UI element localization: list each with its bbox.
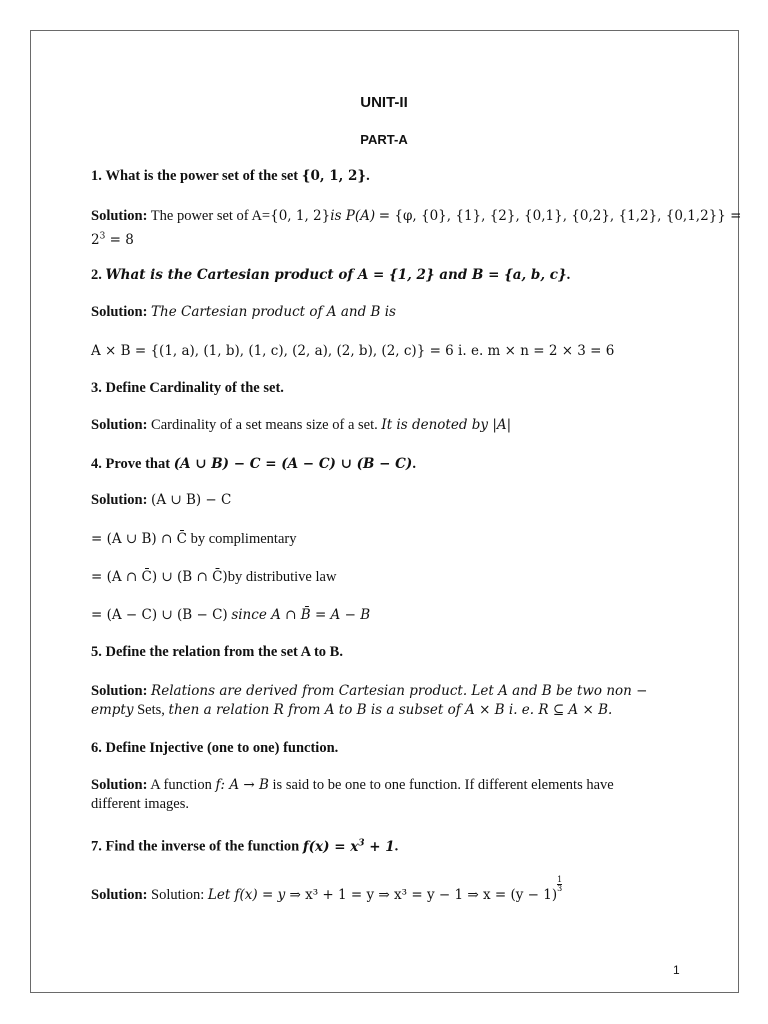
question-text: Find the inverse of the function bbox=[105, 838, 300, 855]
question-1 bbox=[91, 167, 370, 185]
question-text: Define Injective (one to one) function. bbox=[105, 740, 339, 756]
solution-math: is P(A) bbox=[330, 208, 376, 224]
solution-2-line-1 bbox=[91, 303, 396, 321]
step-text: since A ∩ B̄ = A − B bbox=[231, 607, 371, 623]
solution-label: Solution: bbox=[91, 417, 148, 433]
solution-label: Solution: bbox=[91, 777, 148, 793]
solution-1-line-2 bbox=[91, 227, 134, 249]
solution-text: The Cartesian product of A and B is bbox=[151, 304, 396, 320]
solution-text: different images. bbox=[91, 796, 189, 812]
question-text: Prove that bbox=[105, 456, 171, 472]
solution-text: is said to be one to one function. If different elements have bbox=[272, 777, 614, 793]
solution-4 bbox=[91, 491, 231, 509]
solution-math: = {φ, {0}, {1}, {2}, {0,1}, {0,2}, {1,2}, {0,1,2}} = bbox=[378, 208, 742, 224]
step-text: by complimentary bbox=[190, 531, 297, 547]
step-math: = (A ∪ B) ∩ C̄ bbox=[91, 531, 187, 547]
step-text: by distributive law bbox=[227, 569, 337, 585]
solution-6-line-1 bbox=[91, 776, 614, 794]
solution-math: {0, 1, 2} bbox=[270, 208, 331, 224]
question-3 bbox=[91, 379, 284, 397]
question-math: (A ∪ B) − C = (A − C) ∪ (B − C) bbox=[173, 456, 413, 472]
question-text: What is the power set of the set bbox=[105, 168, 299, 184]
solution-3 bbox=[91, 416, 511, 434]
question-4 bbox=[91, 455, 416, 473]
question-text: Define Cardinality of the set. bbox=[105, 380, 284, 396]
solution-2-line-2 bbox=[91, 342, 614, 360]
question-5 bbox=[91, 643, 343, 661]
solution-5-line-2 bbox=[91, 701, 612, 719]
solution-text: Solution: bbox=[151, 887, 205, 903]
proof-step-1 bbox=[91, 530, 296, 548]
question-7 bbox=[91, 834, 398, 856]
step-math: = (A ∩ C̄) ∪ (B ∩ C̄) bbox=[91, 569, 228, 585]
question-end: . bbox=[394, 838, 399, 855]
question-end: . bbox=[412, 456, 416, 472]
question-number: 4. bbox=[91, 456, 102, 472]
solution-7 bbox=[91, 876, 562, 904]
solution-label: Solution: bbox=[91, 304, 148, 320]
solution-text: Cardinality of a set means size of a set. bbox=[151, 417, 378, 433]
question-math: {0, 1, 2} bbox=[301, 168, 367, 184]
question-math: $f(x) = x^3 + 1$ bbox=[302, 838, 395, 855]
question-number: 1. bbox=[91, 168, 102, 184]
question-number: 7. bbox=[91, 838, 102, 855]
part-title: PART-A bbox=[360, 132, 408, 147]
question-6 bbox=[91, 739, 338, 757]
question-number: 2. bbox=[91, 267, 102, 283]
page-number: 1 bbox=[673, 963, 680, 977]
solution-text: empty bbox=[91, 702, 134, 718]
question-end: . bbox=[366, 168, 370, 184]
solution-text: Sets, bbox=[137, 702, 165, 718]
solution-text: A function bbox=[150, 777, 212, 793]
proof-step-3 bbox=[91, 606, 370, 624]
step-math: = (A − C) ∪ (B − C) bbox=[91, 607, 228, 623]
question-number: 5. bbox=[91, 644, 102, 660]
solution-label: Solution: bbox=[91, 887, 148, 903]
solution-5-line-1 bbox=[91, 682, 647, 700]
unit-title: UNIT-II bbox=[360, 94, 408, 111]
solution-text: The power set of A= bbox=[150, 208, 271, 224]
solution-math: $2^3 = 8$ bbox=[91, 231, 134, 248]
proof-step-2 bbox=[91, 568, 336, 586]
solution-text: then a relation R from A to B is a subset of A × B i. e. R ⊆ A × B. bbox=[168, 702, 613, 718]
solution-label: Solution: bbox=[91, 492, 148, 508]
solution-label: Solution: bbox=[91, 208, 148, 224]
solution-math: f: A → B bbox=[215, 777, 269, 793]
solution-math: A × B = {(1, a), (1, b), (1, c), (2, a), (2, b), (2, c)} = 6 i. e. m × n = 2 × 3 = 6 bbox=[91, 343, 615, 359]
question-text: What is the Cartesian product of A = {1, 2} and B = {a, b, c} bbox=[105, 267, 567, 283]
solution-1-line-1 bbox=[91, 207, 741, 225]
solution-math: (A ∪ B) − C bbox=[151, 492, 232, 508]
solution-text: Relations are derived from Cartesian product. Let A and B be two non − bbox=[151, 683, 648, 699]
question-end: . bbox=[566, 267, 571, 283]
question-number: 6. bbox=[91, 740, 102, 756]
solution-math: ⇒ x³ + 1 = y ⇒ x³ = y − 1 ⇒ x = (y − 1) bbox=[285, 887, 558, 903]
fraction-exponent: $\frac{1}{3}$ bbox=[557, 875, 563, 893]
solution-math: Let f(x) = y bbox=[207, 887, 286, 903]
question-text: Define the relation from the set A to B. bbox=[105, 644, 343, 660]
question-2 bbox=[91, 266, 570, 284]
solution-6-line-2 bbox=[91, 795, 189, 813]
question-number: 3. bbox=[91, 380, 102, 396]
solution-math: It is denoted by |A| bbox=[381, 417, 512, 433]
solution-label: Solution: bbox=[91, 683, 148, 699]
